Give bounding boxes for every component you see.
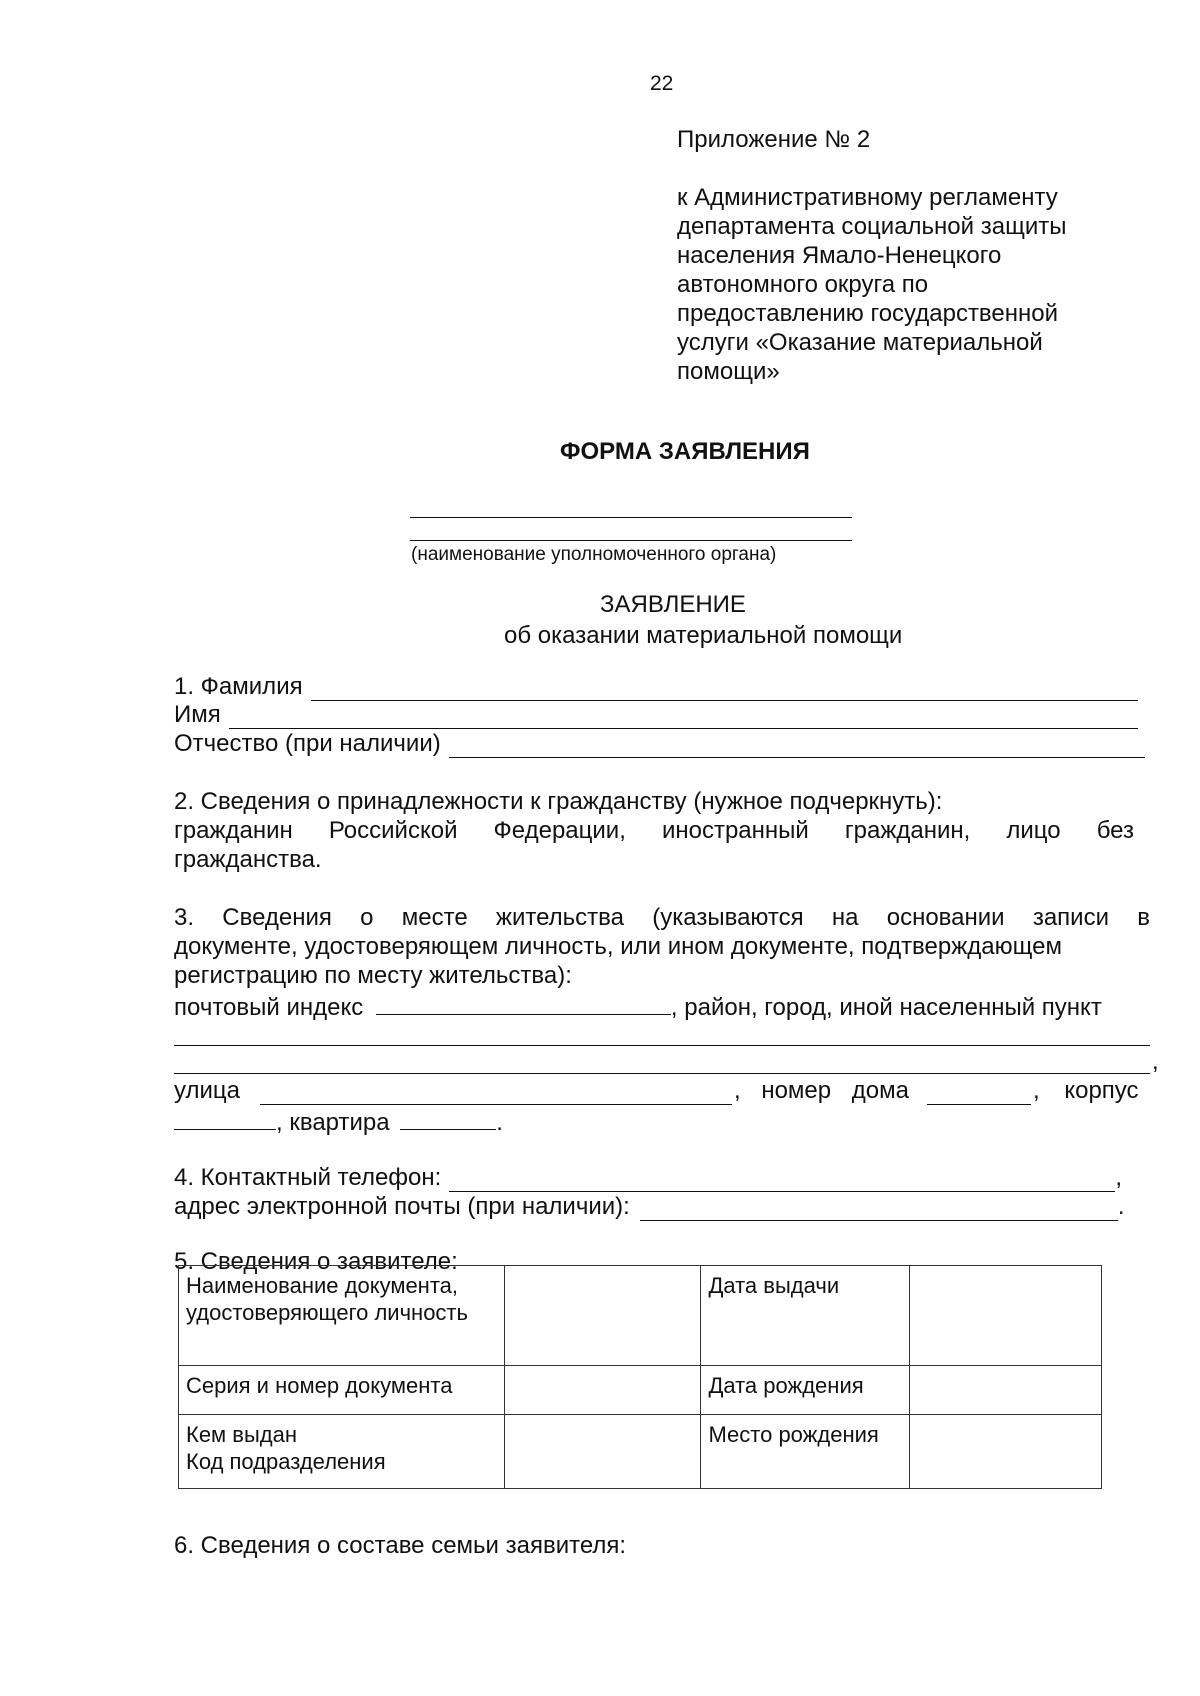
residence-heading-line3: регистрацию по месту жительства): xyxy=(174,962,572,989)
id-document-label: Наименование документа, удостоверяющего личность xyxy=(179,1266,505,1366)
residence-heading-text: 3. Сведения о месте жительства (указываются на основании записи в xyxy=(174,904,1150,931)
applicant-info-table xyxy=(178,1265,1102,1489)
issue-date-field[interactable] xyxy=(910,1266,1102,1366)
appendix-line: автономного округа по xyxy=(677,271,929,298)
locality-comma: , xyxy=(1152,1048,1159,1075)
email-end: . xyxy=(1117,1193,1125,1220)
document-number-field[interactable] xyxy=(504,1366,701,1415)
locality-label: , район, город, иной населенный пункт xyxy=(670,994,1102,1021)
appendix-body xyxy=(677,183,1066,386)
street-label: улица xyxy=(174,1077,240,1104)
table-row xyxy=(179,1415,1102,1489)
statement-title: ЗАЯВЛЕНИЕ xyxy=(600,591,746,618)
appendix-line: населения Ямало-Ненецкого xyxy=(677,242,1002,269)
building-label: , корпус xyxy=(1032,1077,1139,1104)
postal-index-field[interactable] xyxy=(376,990,671,1015)
page-number: 22 xyxy=(650,72,674,95)
table-row xyxy=(179,1366,1102,1415)
locality-field[interactable] xyxy=(174,1045,1150,1046)
postal-row xyxy=(174,990,1164,1022)
appendix-line: к Административному регламенту xyxy=(677,184,1058,211)
birth-place-label: Место рождения xyxy=(701,1415,910,1489)
issued-by-field[interactable] xyxy=(504,1415,701,1489)
citizenship-options-text: гражданин Российской Федерации, иностранный гражданин, лицо без xyxy=(174,817,1134,844)
applicant-info-title: 5. Сведения о заявителе: xyxy=(174,1248,458,1275)
document-number-label: Серия и номер документа xyxy=(179,1366,505,1415)
surname-field[interactable] xyxy=(311,678,1138,701)
locality-field-second-line[interactable] xyxy=(174,1073,1150,1074)
house-field[interactable] xyxy=(927,1080,1031,1105)
appendix-line: помощи» xyxy=(677,358,780,385)
email-field[interactable] xyxy=(640,1196,1118,1221)
building-field[interactable] xyxy=(174,1105,276,1130)
phone-field[interactable] xyxy=(449,1167,1115,1192)
surname-row xyxy=(174,672,1150,701)
residence-heading xyxy=(174,903,1150,932)
appendix-title: Приложение № 2 xyxy=(677,126,871,153)
house-label: , номер дома xyxy=(733,1077,909,1104)
postal-index-label: почтовый индекс xyxy=(174,994,364,1021)
residence-heading-line2: документе, удостоверяющем личность, или ином документе, подтверждающем xyxy=(174,933,1062,960)
apartment-field[interactable] xyxy=(400,1105,496,1130)
name-row xyxy=(174,700,1150,729)
authority-name-field-second-line[interactable] xyxy=(410,540,852,541)
family-info-title: 6. Сведения о составе семьи заявителя: xyxy=(174,1532,627,1559)
citizenship-heading: 2. Сведения о принадлежности к гражданству (нужное подчеркнуть): xyxy=(174,788,943,815)
street-row xyxy=(174,1076,1164,1105)
patronymic-field[interactable] xyxy=(449,735,1145,758)
surname-label: 1. Фамилия xyxy=(174,673,303,700)
id-document-field[interactable] xyxy=(504,1266,701,1366)
email-label: адрес электронной почты (при наличии): xyxy=(174,1193,630,1220)
appendix-line: департамента социальной защиты xyxy=(677,213,1067,240)
phone-end: , xyxy=(1115,1164,1122,1191)
apartment-end-dot: . xyxy=(496,1109,503,1136)
apartment-row xyxy=(174,1105,503,1137)
citizenship-options xyxy=(174,816,1134,845)
patronymic-label: Отчество (при наличии) xyxy=(174,730,441,757)
name-label: Имя xyxy=(174,701,221,728)
appendix-line: предоставлению государственной xyxy=(677,300,1059,327)
authority-caption: (наименование уполномоченного органа) xyxy=(411,544,777,565)
appendix-line: услуги «Оказание материальной xyxy=(677,329,1043,356)
birth-place-field[interactable] xyxy=(910,1415,1102,1489)
patronymic-row xyxy=(174,729,1150,758)
phone-row xyxy=(174,1163,1164,1192)
form-title: ФОРМА ЗАЯВЛЕНИЯ xyxy=(560,438,810,465)
table-row xyxy=(179,1266,1102,1366)
birth-date-field[interactable] xyxy=(910,1366,1102,1415)
phone-label: 4. Контактный телефон: xyxy=(174,1164,442,1191)
statement-subtitle: об оказании материальной помощи xyxy=(504,622,903,649)
email-row xyxy=(174,1192,1164,1221)
citizenship-options-end: гражданства. xyxy=(174,846,322,873)
street-field[interactable] xyxy=(260,1080,732,1105)
authority-name-field[interactable] xyxy=(410,517,852,518)
issued-by-label: Кем выдан Код подразделения xyxy=(179,1415,505,1489)
name-field[interactable] xyxy=(229,706,1138,729)
issue-date-label: Дата выдачи xyxy=(701,1266,910,1366)
apartment-label: , квартира xyxy=(276,1109,390,1136)
birth-date-label: Дата рождения xyxy=(701,1366,910,1415)
